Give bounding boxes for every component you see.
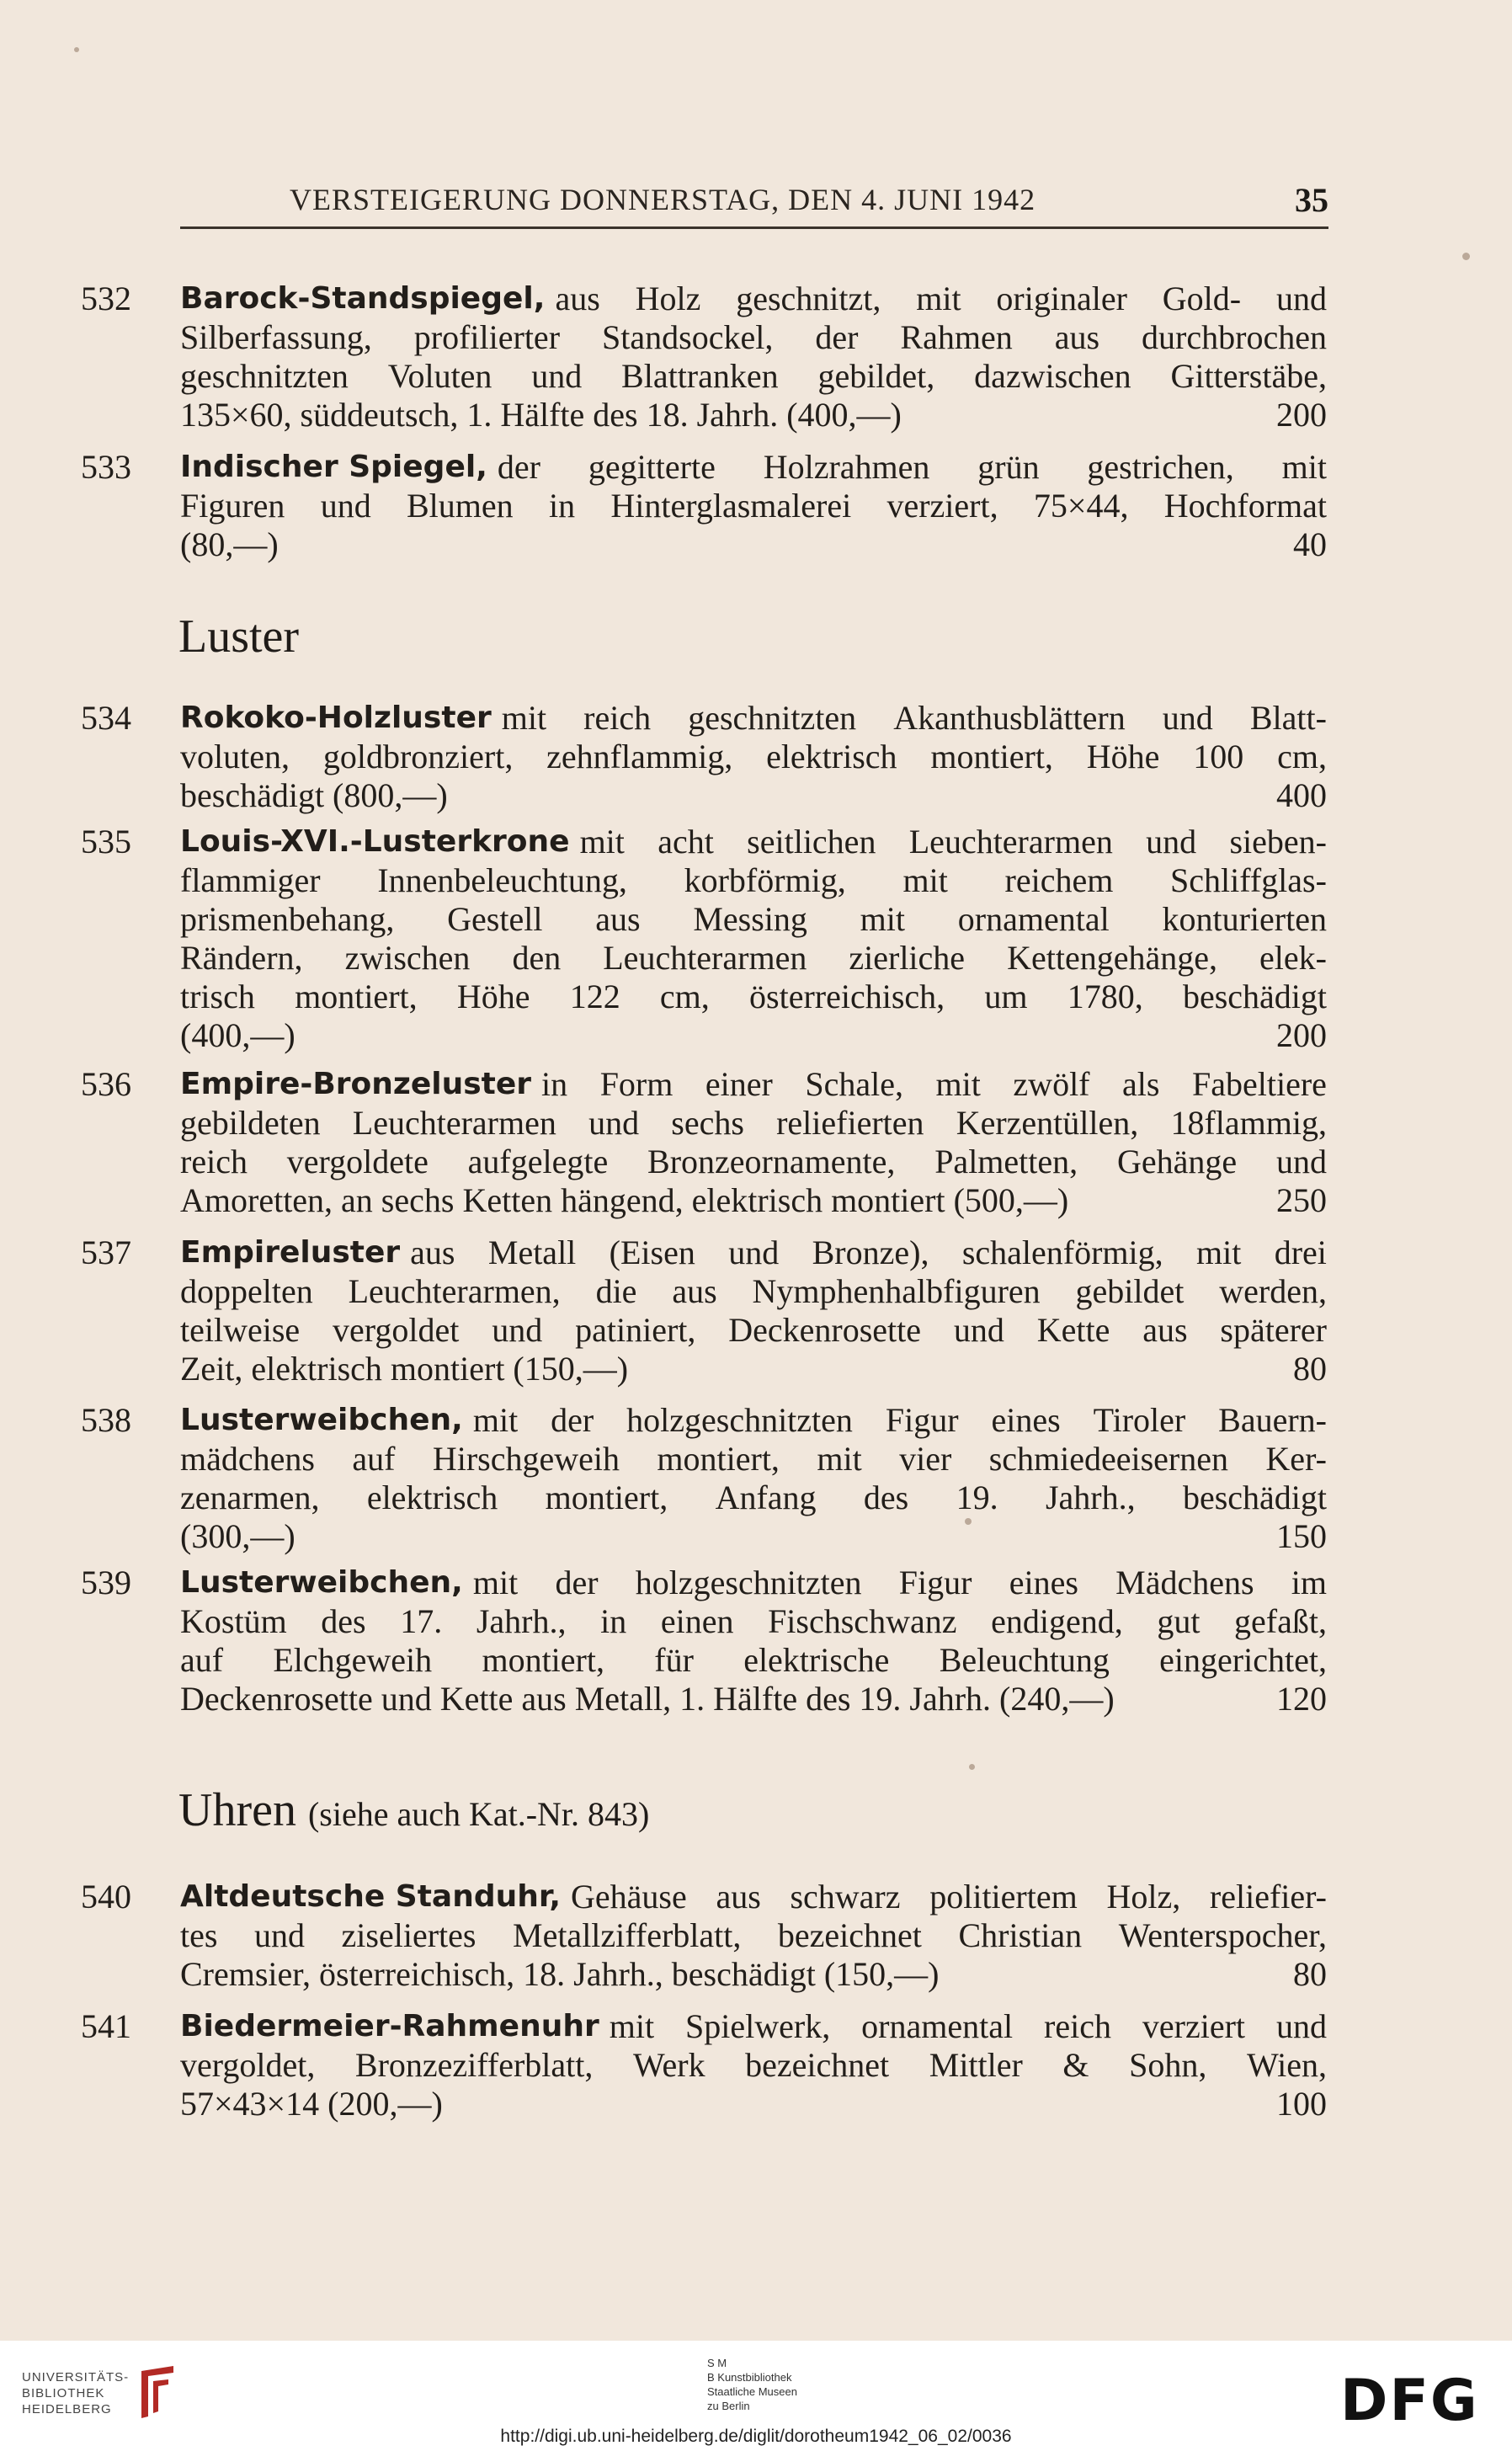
line-text: voluten, goldbronziert, zehnflammig, elektrisch montiert, Höhe 100 cm, (180, 738, 1327, 775)
lot-price: 250 (1276, 1181, 1327, 1219)
line-text: (300,—) (180, 1517, 295, 1555)
lot-title: Lusterweibchen, (180, 1565, 463, 1600)
lot-number: 538 (81, 1401, 131, 1439)
library-logo-icon (135, 2363, 180, 2422)
lot-price: 200 (1276, 396, 1327, 434)
line-text: Rändern, zwischen den Leuchterarmen zierliche Kettengehänge, elek- (180, 939, 1327, 977)
lot-price: 40 (1293, 525, 1327, 563)
text-line (180, 1143, 1327, 1181)
lot-number: 540 (81, 1878, 131, 1916)
running-header (180, 178, 1328, 229)
text-line (180, 280, 1327, 318)
text-line (180, 978, 1327, 1016)
text-line (180, 823, 1327, 861)
header-rule (180, 226, 1328, 229)
text-line (180, 1016, 1327, 1055)
text-line (180, 900, 1327, 939)
line-text: Gehäuse aus schwarz politiertem Holz, reliefier- (571, 1878, 1327, 1916)
lot-title: Louis-XVI.-Lusterkrone (180, 824, 570, 859)
line-text: mit reich geschnitzten Akanthusblättern und Blatt- (501, 699, 1327, 737)
section-title: Uhren (178, 1784, 296, 1836)
text-line (180, 396, 1327, 434)
catalog-entry-537 (81, 1233, 1327, 1388)
text-line (180, 1065, 1327, 1104)
page-number: 35 (1295, 181, 1328, 219)
text-line (180, 525, 1327, 564)
lot-number: 539 (81, 1564, 131, 1601)
lot-number: 532 (81, 280, 131, 317)
lot-price: 80 (1293, 1350, 1327, 1388)
text-line (180, 1564, 1327, 1602)
museum-stamp-line: B Kunstbibliothek (707, 2371, 792, 2384)
lot-price: 150 (1276, 1517, 1327, 1555)
catalog-entry-536 (81, 1065, 1327, 1220)
lot-number: 535 (81, 823, 131, 861)
speck (1462, 253, 1470, 260)
line-text: (400,—) (180, 1016, 295, 1054)
museum-stamp-line: Staatliche Museen (707, 2385, 797, 2398)
text-line (180, 861, 1327, 900)
university-logo-line: UNIVERSITÄTS- (22, 2370, 130, 2384)
text-line (180, 318, 1327, 357)
lot-number: 534 (81, 699, 131, 737)
text-line (180, 1401, 1327, 1440)
line-text: Deckenrosette und Kette aus Metall, 1. Hälfte des 19. Jahrh. (240,—) (180, 1680, 1115, 1718)
lot-number: 536 (81, 1065, 131, 1103)
text-line (180, 776, 1327, 815)
lot-price: 400 (1276, 776, 1327, 814)
lot-title: Indischer Spiegel, (180, 450, 487, 484)
lot-price: 120 (1276, 1680, 1327, 1718)
text-line (180, 1311, 1327, 1350)
line-text: mit acht seitlichen Leuchterarmen und sieben- (579, 823, 1327, 861)
entry-description (180, 823, 1327, 1055)
entry-description (180, 1401, 1327, 1556)
line-text: mit Spielwerk, ornamental reich verziert und (609, 2007, 1327, 2045)
text-line (180, 1916, 1327, 1955)
line-text: reich vergoldete aufgelegte Bronzeornamente, Palmetten, Gehänge und (180, 1143, 1327, 1180)
lot-number: 533 (81, 448, 131, 486)
text-line (180, 699, 1327, 738)
entry-description (180, 1233, 1327, 1388)
text-line (180, 1181, 1327, 1220)
line-text: aus Metall (Eisen und Bronze), schalenförmig, mit drei (410, 1233, 1327, 1271)
section-subtitle: (siehe auch Kat.-Nr. 843) (307, 1795, 650, 1833)
page-url[interactable]: http://digi.ub.uni-heidelberg.de/diglit/dorotheum1942_06_02/0036 (500, 2427, 1012, 2446)
text-line (180, 487, 1327, 525)
entry-description (180, 2007, 1327, 2123)
catalog-entry-541 (81, 2007, 1327, 2123)
catalog-entry-532 (81, 280, 1327, 434)
lot-price: 80 (1293, 1955, 1327, 1993)
line-text: zenarmen, elektrisch montiert, Anfang des 19. Jahrh., beschädigt (180, 1479, 1327, 1516)
header-title: VERSTEIGERUNG DONNERSTAG, DEN 4. JUNI 1942 (290, 183, 1036, 216)
entry-description (180, 1564, 1327, 1718)
line-text: Silberfassung, profilierter Standsockel, der Rahmen aus durchbrochen (180, 318, 1327, 356)
text-line (180, 2007, 1327, 2046)
catalog-entry-534 (81, 699, 1327, 815)
text-line (180, 1680, 1327, 1718)
line-text: teilweise vergoldet und patiniert, Deckenrosette und Kette aus späterer (180, 1311, 1327, 1349)
line-text: flammiger Innenbeleuchtung, korbförmig, mit reichem Schliffglas- (180, 861, 1327, 899)
lot-title: Rokoko-Holzluster (180, 701, 492, 735)
line-text: trisch montiert, Höhe 122 cm, österreichisch, um 1780, beschädigt (180, 978, 1327, 1015)
line-text: Kostüm des 17. Jahrh., in einen Fischschwanz endigend, gut gefaßt, (180, 1602, 1327, 1640)
line-text: Amoretten, an sechs Ketten hängend, elektrisch montiert (500,—) (180, 1181, 1069, 1219)
text-line (180, 939, 1327, 978)
lot-price: 200 (1276, 1016, 1327, 1054)
lot-number: 537 (81, 1233, 131, 1271)
speck (74, 47, 79, 52)
text-line (180, 448, 1327, 487)
text-line (180, 1878, 1327, 1916)
line-text: beschädigt (800,—) (180, 776, 448, 814)
line-text: in Form einer Schale, mit zwölf als Fabeltiere (541, 1065, 1327, 1103)
university-library-logo[interactable] (22, 2369, 129, 2417)
lot-title: Biedermeier-Rahmenuhr (180, 2009, 599, 2043)
line-text: doppelten Leuchterarmen, die aus Nymphenhalbfiguren gebildet werden, (180, 1272, 1327, 1310)
line-text: aus Holz geschnitzt, mit originaler Gold- und (555, 280, 1327, 317)
entry-description (180, 1878, 1327, 1994)
line-text: 57×43×14 (200,—) (180, 2085, 443, 2123)
text-line (180, 2085, 1327, 2123)
lot-title: Barock-Standspiegel, (180, 281, 546, 316)
text-line (180, 738, 1327, 776)
line-text: (80,—) (180, 525, 279, 563)
text-line (180, 1350, 1327, 1388)
lot-title: Altdeutsche Standuhr, (180, 1879, 562, 1914)
footer-bar (0, 2341, 1512, 2451)
text-line (180, 1440, 1327, 1479)
lot-number: 541 (81, 2007, 131, 2045)
catalog-entry-538 (81, 1401, 1327, 1556)
dfg-logo[interactable]: DFG (1340, 2368, 1479, 2434)
entry-description (180, 280, 1327, 434)
line-text: auf Elchgeweih montiert, für elektrische Beleuchtung eingerichtet, (180, 1641, 1327, 1679)
line-text: mit der holzgeschnitzten Figur eines Mädchens im (472, 1564, 1327, 1601)
text-line (180, 1602, 1327, 1641)
catalog-entry-535 (81, 823, 1327, 1055)
text-line (180, 1641, 1327, 1680)
lot-title: Empire-Bronzeluster (180, 1067, 532, 1101)
line-text: mädchens auf Hirschgeweih montiert, mit vier schmiedeeisernen Ker- (180, 1440, 1327, 1478)
speck (969, 1764, 975, 1770)
text-line (180, 1517, 1327, 1556)
lot-title: Lusterweibchen, (180, 1403, 463, 1437)
catalog-entry-540 (81, 1878, 1327, 1994)
line-text: 135×60, süddeutsch, 1. Hälfte des 18. Jahrh. (400,—) (180, 396, 902, 434)
entry-description (180, 699, 1327, 815)
line-text: Cremsier, österreichisch, 18. Jahrh., beschädigt (150,—) (180, 1955, 940, 1993)
university-logo-line: HEIDELBERG (22, 2402, 112, 2416)
section-heading-uhren (178, 1783, 649, 1837)
catalog-entry-539 (81, 1564, 1327, 1718)
text-line (180, 1955, 1327, 1994)
text-line (180, 1479, 1327, 1517)
line-text: der gegitterte Holzrahmen grün gestrichen, mit (497, 448, 1327, 486)
catalog-entry-533 (81, 448, 1327, 564)
line-text: geschnitzten Voluten und Blattranken gebildet, dazwischen Gitterstäbe, (180, 357, 1327, 395)
museum-stamp-line: zu Berlin (707, 2400, 750, 2412)
line-text: mit der holzgeschnitzten Figur eines Tiroler Bauern- (472, 1401, 1327, 1439)
museum-stamp-line: S M (707, 2357, 727, 2369)
museum-stamp-text (707, 2356, 797, 2413)
section-heading-luster: Luster (178, 610, 300, 663)
line-text: Figuren und Blumen in Hinterglasmalerei verziert, 75×44, Hochformat (180, 487, 1327, 525)
text-line (180, 1272, 1327, 1311)
entry-description (180, 1065, 1327, 1220)
entry-description (180, 448, 1327, 564)
text-line (180, 357, 1327, 396)
text-line (180, 1104, 1327, 1143)
lot-title: Empireluster (180, 1235, 401, 1270)
lot-price: 100 (1276, 2085, 1327, 2123)
line-text: vergoldet, Bronzezifferblatt, Werk bezeichnet Mittler & Sohn, Wien, (180, 2046, 1327, 2084)
text-line (180, 2046, 1327, 2085)
university-logo-line: BIBLIOTHEK (22, 2386, 105, 2400)
line-text: Zeit, elektrisch montiert (150,—) (180, 1350, 629, 1388)
line-text: prismenbehang, Gestell aus Messing mit ornamental konturierten (180, 900, 1327, 938)
line-text: tes und ziseliertes Metallzifferblatt, bezeichnet Christian Wenterspocher, (180, 1916, 1327, 1954)
text-line (180, 1233, 1327, 1272)
line-text: gebildeten Leuchterarmen und sechs reliefierten Kerzentüllen, 18flammig, (180, 1104, 1327, 1142)
